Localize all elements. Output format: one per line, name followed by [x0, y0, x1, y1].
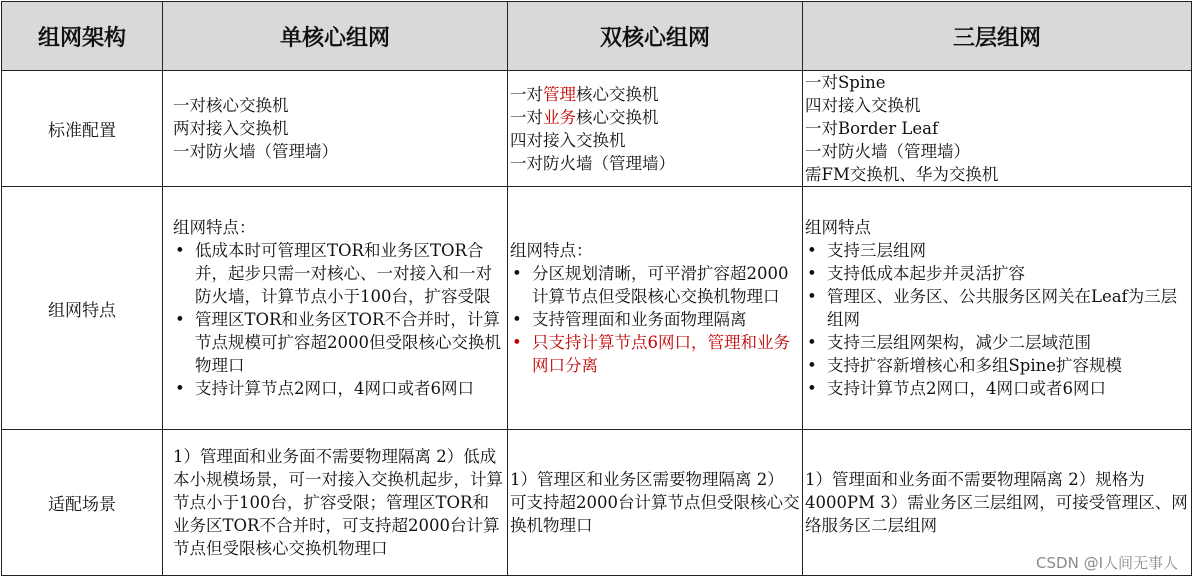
list-item: • 支持计算节点2网口，4网口或者6网口	[805, 377, 1189, 400]
list-item-highlighted: • 只支持计算节点6网口，管理和业务网口分离	[510, 331, 800, 377]
dual-standard-line-1: 一对管理核心交换机	[510, 84, 659, 104]
single-standard-cell	[163, 71, 508, 187]
single-standard-line-3: 一对防火墙（管理墙）	[173, 142, 338, 161]
three-features-list	[805, 239, 1189, 400]
three-standard-line-2: 四对接入交换机	[805, 96, 921, 115]
list-item: • 低成本时可管理区TOR和业务区TOR合并，起步只需一对核心、一对接入和一对防火墙，计算节点小于100台，扩容受限	[173, 239, 505, 308]
list-item: • 支持低成本起步并灵活扩容	[805, 262, 1189, 285]
row-features	[2, 187, 1192, 430]
list-item: • 支持管理面和业务面物理隔离	[510, 308, 800, 331]
single-features-title: 组网特点：	[173, 218, 256, 237]
three-standard-line-3: 一对Border Leaf	[805, 119, 939, 138]
networking-comparison-table	[1, 1, 1192, 576]
watermark: CSDN @I人间无事人	[1036, 554, 1178, 572]
list-item: • 分区规划清晰，可平滑扩容超2000计算节点但受限核心交换机物理口	[510, 262, 800, 308]
three-standard-line-1: 一对Spine	[805, 73, 886, 92]
header-row	[2, 2, 1192, 71]
three-features-title: 组网特点	[805, 218, 871, 237]
dual-standard-cell	[508, 71, 803, 187]
list-item: • 支持扩容新增核心和多组Spine扩容规模	[805, 354, 1189, 377]
dual-standard-line-3: 四对接入交换机	[510, 130, 626, 150]
list-item: • 管理区TOR和业务区TOR不合并时，计算节点规模可扩容超2000但受限核心交换机物理口	[173, 308, 505, 377]
single-features-cell	[163, 187, 508, 430]
single-standard-line-2: 两对接入交换机	[173, 119, 289, 138]
single-features-list	[173, 239, 505, 400]
single-scenario-cell: 1）管理面和业务面不需要物理隔离 2）低成本小规模场景，可一对接入交换机起步，计算节点小于100台，扩容受限；管理区TOR和业务区TOR不合并时，可支持超2000台计算节点但受限核心交换机物理口	[163, 430, 508, 576]
list-item: • 支持三层组网	[805, 239, 1189, 262]
row-label-features: 组网特点	[2, 187, 163, 430]
single-standard-line-1: 一对核心交换机	[173, 96, 289, 115]
three-features-cell	[803, 187, 1192, 430]
dual-features-cell	[508, 187, 803, 430]
list-item: • 支持三层组网架构，减少二层域范围	[805, 331, 1189, 354]
list-item: • 支持计算节点2网口，4网口或者6网口	[173, 377, 505, 400]
dual-features-title: 组网特点：	[510, 241, 593, 260]
list-item: • 管理区、业务区、公共服务区网关在Leaf为三层组网	[805, 285, 1189, 331]
row-label-scenario: 适配场景	[2, 430, 163, 576]
dual-scenario-cell: 1）管理区和业务区需要物理隔离 2）可支持超2000台计算节点但受限核心交换机物理口	[508, 430, 803, 576]
header-architecture: 组网架构	[2, 2, 163, 71]
three-standard-cell	[803, 71, 1192, 187]
row-label-standard: 标准配置	[2, 71, 163, 187]
header-dual-core: 双核心组网	[508, 2, 803, 71]
dual-features-list	[510, 262, 800, 377]
dual-standard-line-2: 一对业务核心交换机	[510, 107, 659, 127]
three-scenario-cell: 1）管理面和业务面不需要物理隔离 2）规格为4000PM 3）需业务区三层组网，可接受管理区、网络服务区二层组网	[803, 430, 1192, 576]
three-standard-line-5: 需FM交换机、华为交换机	[805, 165, 999, 184]
header-three-layer: 三层组网	[803, 2, 1192, 71]
row-scenario	[2, 430, 1192, 576]
three-standard-line-4: 一对防火墙（管理墙）	[805, 142, 970, 161]
row-standard-config	[2, 71, 1192, 187]
dual-standard-line-4: 一对防火墙（管理墙）	[510, 153, 675, 173]
header-single-core: 单核心组网	[163, 2, 508, 71]
